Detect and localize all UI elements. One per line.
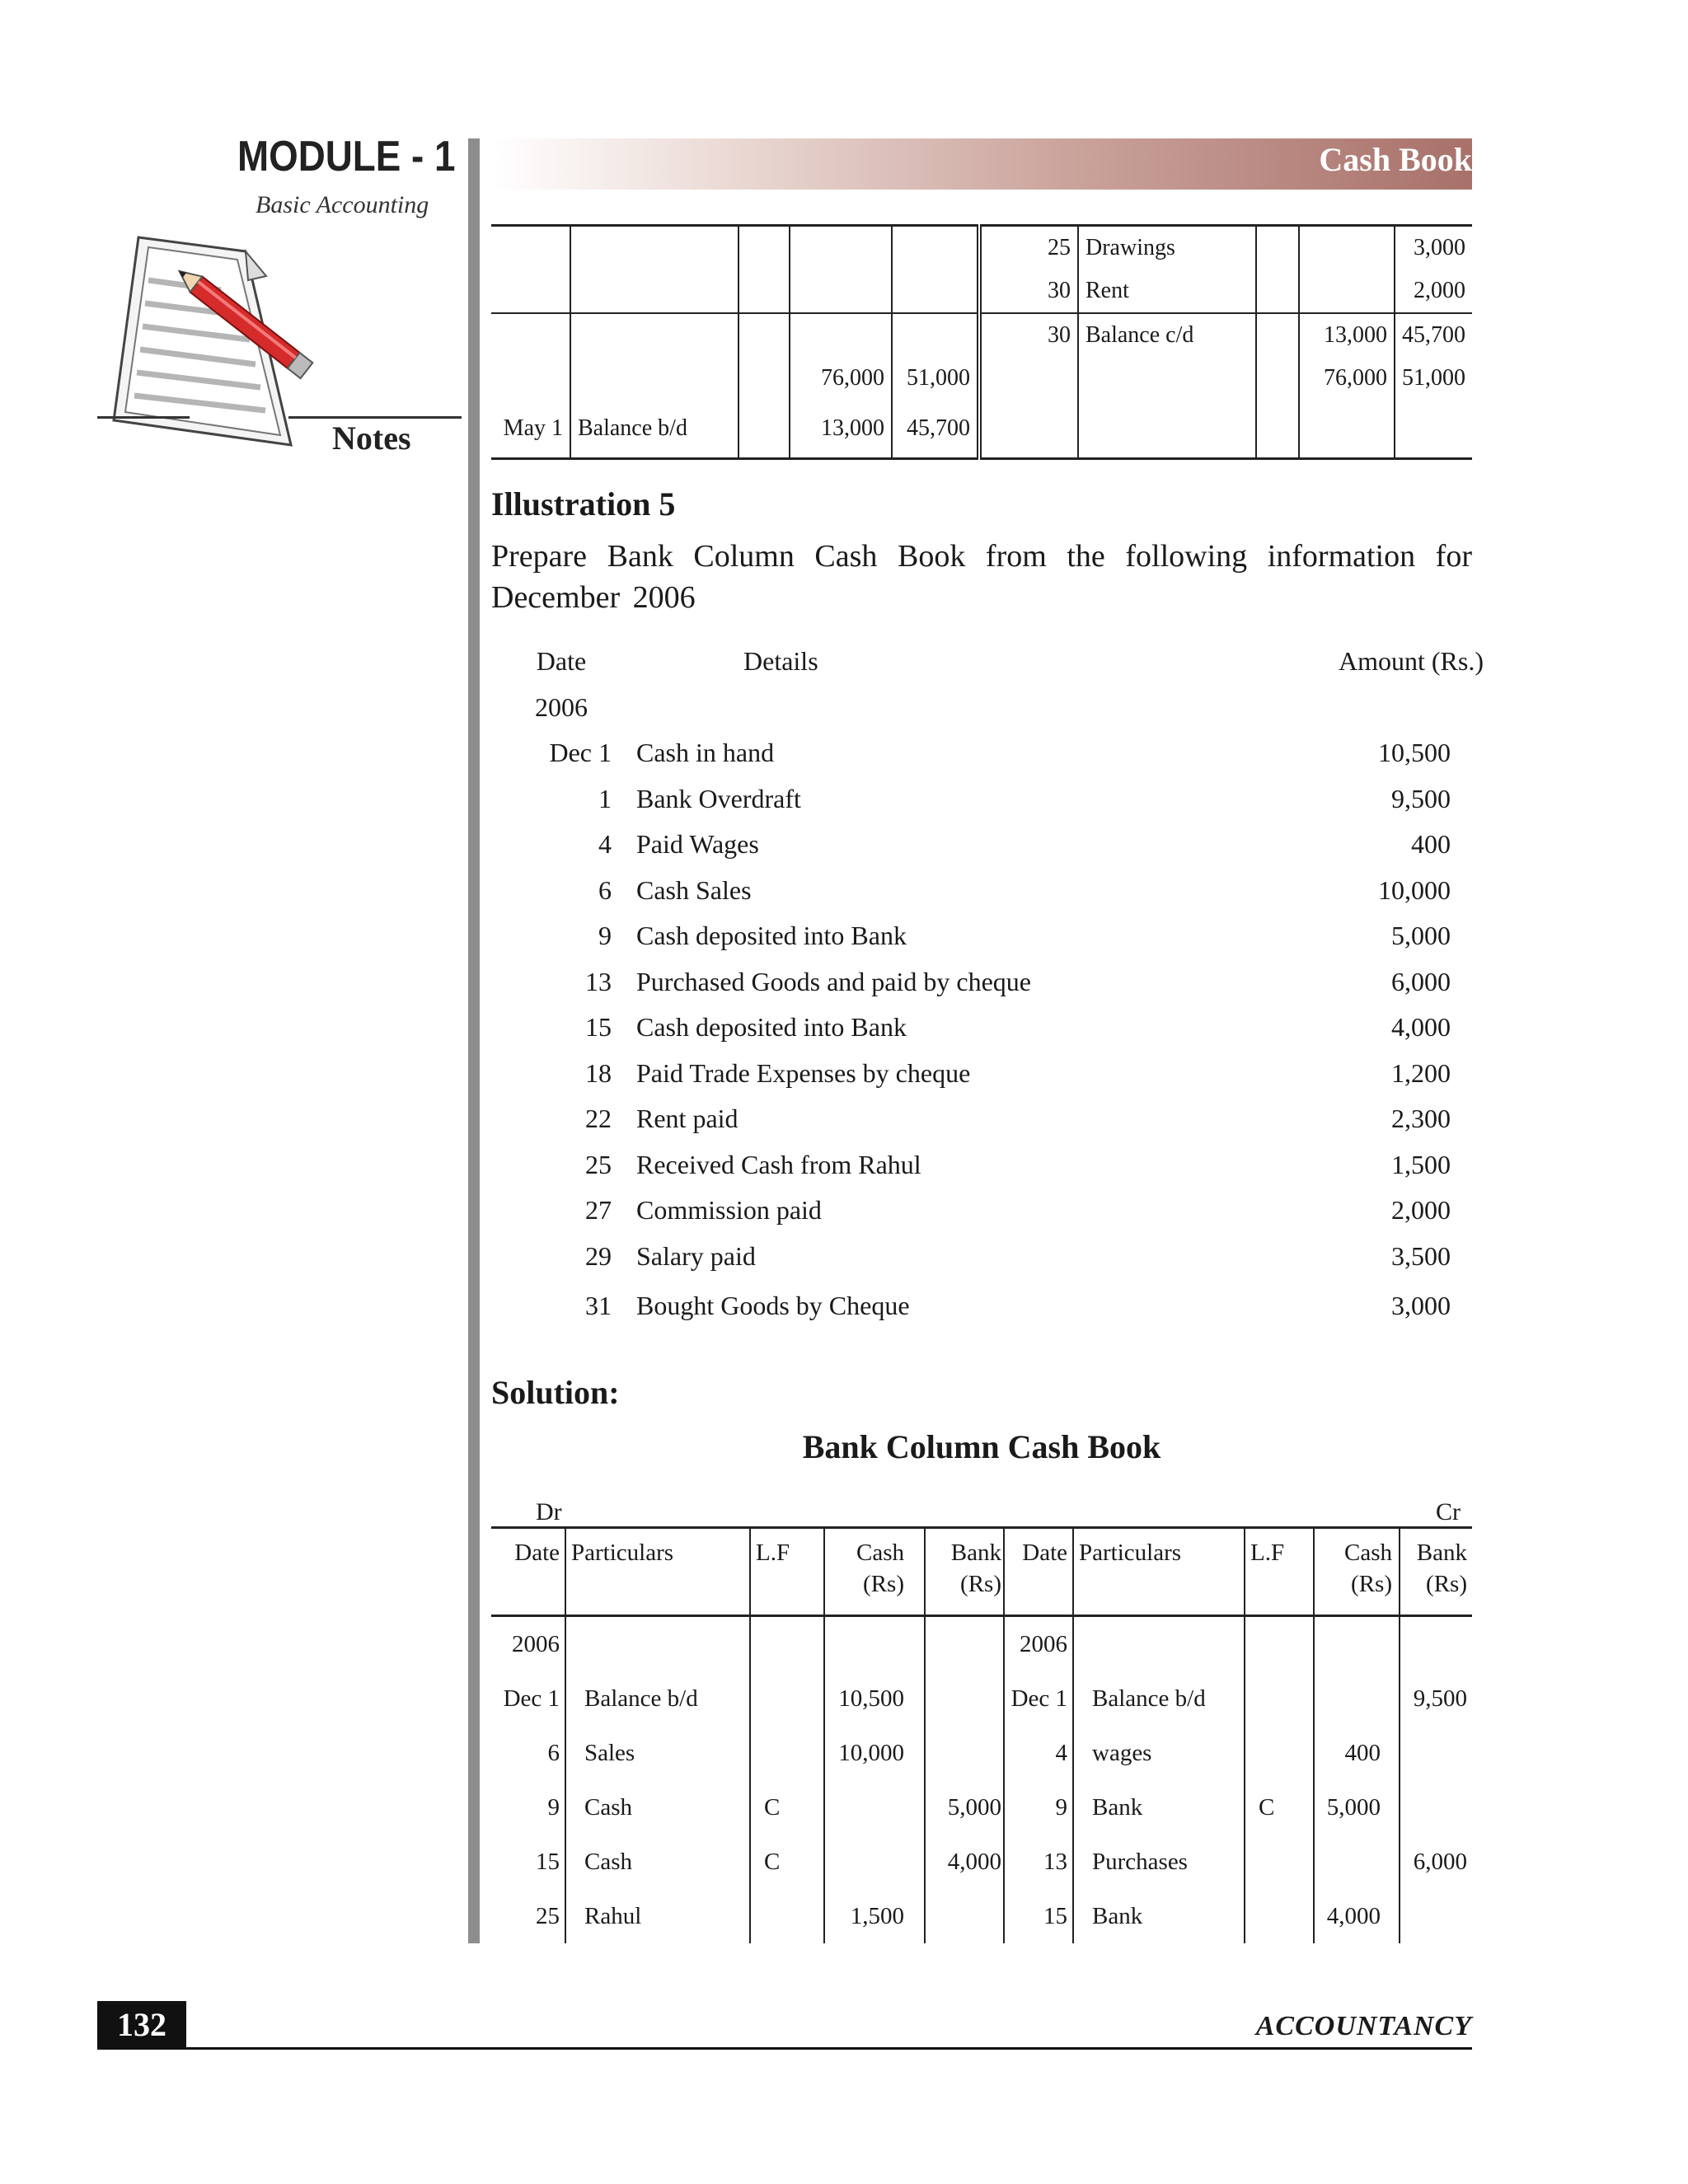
table-cell: 1,500 [824,1889,925,1943]
table-cell: Bank [1073,1780,1245,1835]
list-item [511,1188,1451,1234]
col-cash-dr-label: Cash [856,1540,904,1566]
table-cell [738,226,790,270]
table-cell [1073,1616,1245,1672]
table-cell: Cash [565,1780,750,1835]
table-cell: C [750,1780,824,1835]
module-title: MODULE - 1 [237,133,456,180]
list-header-details: Details [743,646,818,677]
col-bank-dr [925,1528,1004,1616]
table-cell: Cash [565,1835,750,1889]
table-cell [1256,313,1299,357]
list-item [511,868,1451,914]
col-cash-cr [1314,1528,1400,1616]
table-cell: 5,000 [925,1780,1004,1835]
table-cell: Drawings [1078,226,1256,270]
module-subtitle: Basic Accounting [256,191,429,218]
table-cell: Rent [1078,269,1256,313]
table-cell: 76,000 [1299,357,1395,400]
col-date-cr: Date [1004,1528,1073,1616]
illustration-text: Prepare Bank Column Cash Book from the following information for December 2006 [491,539,1472,615]
list-item-date: 31 [585,1290,612,1320]
list-item [511,1051,1451,1097]
cash-book-continuation-table [491,224,1472,460]
table-cell: 10,000 [824,1726,925,1780]
table-cell [892,313,979,357]
table-cell [1078,400,1256,459]
list-item-details: Bank Overdraft [636,783,801,813]
table-cell: Balance c/d [1078,313,1256,357]
table-cell: 76,000 [790,357,892,400]
table-cell [570,226,738,270]
table-cell [750,1671,824,1726]
table-cell [1400,1780,1472,1835]
table-cell [1256,357,1299,400]
list-item-amount: 9,500 [1391,783,1451,813]
table-cell [1299,269,1395,313]
table-row [491,1726,1472,1780]
table-cell: 13 [1004,1835,1073,1889]
list-item-details: Commission paid [636,1195,822,1226]
table-cell [1245,1671,1314,1726]
list-item-details: Cash deposited into Bank [636,921,907,951]
list-item-details: Cash in hand [636,738,775,768]
table-row [491,1780,1472,1835]
table-cell [790,313,892,357]
footer-subject: ACCOUNTANCY [1255,2011,1472,2041]
list-item-details: Paid Wages [636,829,759,860]
illustration-heading: Illustration 5 [491,485,676,523]
table-cell [738,400,790,459]
list-item [511,913,1451,959]
table-row [491,269,1472,313]
list-item-date: 29 [585,1240,612,1271]
table-cell: 30 [979,269,1078,313]
list-item [511,776,1451,823]
table-cell: 2,000 [1414,278,1465,303]
footer-rule [97,2047,1472,2050]
table-cell [1314,1616,1400,1672]
list-header-date: Date [536,646,587,677]
list-item-date: 25 [585,1149,612,1179]
list-item [511,1234,1451,1280]
table-cell [738,313,790,357]
table-cell [491,313,570,357]
table-cell [750,1616,824,1672]
table-cell [925,1616,1004,1672]
table-cell [1299,400,1395,459]
list-item-date: 9 [598,921,612,951]
list-item-details: Purchased Goods and paid by cheque [636,966,1031,996]
table-cell: 9,500 [1413,1685,1467,1712]
bank-column-cash-book-table [491,1526,1472,1943]
table-cell [738,269,790,313]
table-cell [824,1616,925,1672]
list-item-amount: 10,000 [1378,874,1451,905]
table-cell [750,1726,824,1780]
list-item-amount: 2,300 [1391,1104,1451,1134]
list-year: 2006 [535,691,588,722]
debit-label: Dr [536,1498,562,1526]
list-item [511,822,1451,868]
table-cell [1078,357,1256,400]
col-lf-cr: L.F [1245,1528,1314,1616]
table-cell: 45,700 [892,400,979,459]
table-cell: Rahul [565,1889,750,1943]
notes-rule-left [97,416,190,419]
list-item-details: Cash deposited into Bank [636,1012,907,1043]
list-item [511,1279,1451,1332]
table-cell: 25 [979,226,1078,270]
table-cell: 45,700 [1402,322,1465,348]
table-cell: 4,000 [1314,1889,1400,1943]
col-bank-dr-unit: (Rs) [960,1571,1001,1597]
list-item-amount: 1,500 [1391,1149,1451,1179]
list-item-details: Paid Trade Expenses by cheque [636,1057,971,1088]
list-item-amount: 2,000 [1391,1195,1451,1226]
table-cell [979,400,1078,459]
table-row [491,313,1472,357]
margin-bar [468,138,480,1943]
list-item-amount: 10,500 [1378,738,1451,768]
table-cell: Bank [1073,1889,1245,1943]
list-item-amount: 4,000 [1391,1012,1451,1043]
table-cell [790,269,892,313]
table-row [491,1835,1472,1889]
list-item-date: 18 [585,1057,612,1088]
table-cell [570,357,738,400]
table-cell [1314,1835,1400,1889]
table-cell: Dec 1 [491,1671,565,1726]
table-cell: Purchases [1073,1835,1245,1889]
table-cell: 3,000 [1414,235,1465,260]
table-cell [570,269,738,313]
table-cell [925,1889,1004,1943]
credit-label: Cr [1436,1498,1461,1526]
table-cell: 6,000 [1413,1848,1467,1875]
list-item-details: Rent paid [636,1104,738,1134]
table-cell: Sales [565,1726,750,1780]
col-bank-cr-label: Bank [1416,1540,1467,1566]
table-cell [1400,1889,1472,1943]
table-cell [979,357,1078,400]
table-cell [491,226,570,270]
table-row [491,1616,1472,1672]
list-item-amount: 3,000 [1391,1290,1451,1320]
table-cell [925,1671,1004,1726]
table-cell [1245,1726,1314,1780]
table-cell: 2006 [491,1616,565,1672]
table-cell [1314,1671,1400,1726]
col-bank-cr [1400,1528,1472,1616]
solution-title: Bank Column Cash Book [802,1428,1161,1465]
table-cell: 51,000 [1402,365,1465,391]
table-cell [1256,269,1299,313]
list-item-amount: 5,000 [1391,921,1451,951]
table-cell: C [1245,1780,1314,1835]
table-cell: 9 [491,1780,565,1835]
table-cell: Dec 1 [1004,1671,1073,1726]
list-item-amount: 400 [1411,829,1451,860]
table-cell [1256,400,1299,459]
list-item-details: Received Cash from Rahul [636,1149,921,1179]
table-cell [1245,1616,1314,1672]
list-item [511,1096,1451,1142]
table-cell: Balance b/d [565,1671,750,1726]
table-cell: 9 [1004,1780,1073,1835]
table-cell [570,313,738,357]
table-cell: 13,000 [1299,313,1395,357]
notes-pencil-icon [97,223,320,462]
table-cell: 15 [1004,1889,1073,1943]
list-item-details: Salary paid [636,1240,756,1271]
col-cash-dr-unit: (Rs) [863,1571,904,1597]
list-item [511,1005,1451,1051]
table-cell: 30 [979,313,1078,357]
list-item-date: 27 [585,1195,612,1226]
col-cash-cr-label: Cash [1344,1540,1392,1566]
table-row [491,1889,1472,1943]
table-cell: C [750,1835,824,1889]
col-particulars-dr: Particulars [565,1528,750,1616]
list-header-amount: Amount (Rs.) [1339,646,1484,677]
header-title: Cash Book [1319,141,1472,178]
table-cell [1400,1726,1472,1780]
table-cell [1245,1889,1314,1943]
table-cell: Balance b/d [1073,1671,1245,1726]
list-item-details: Cash Sales [636,874,752,905]
table-cell [491,357,570,400]
table-cell [738,357,790,400]
table-cell [824,1835,925,1889]
list-item [511,959,1451,1005]
table-cell [925,1726,1004,1780]
table-cell: 13,000 [790,400,892,459]
list-item-date: 15 [585,1012,612,1043]
table-cell: 2006 [1004,1616,1073,1672]
table-cell [750,1889,824,1943]
transaction-list [511,639,1484,1332]
table-cell: Balance b/d [570,400,738,459]
table-cell [892,226,979,270]
table-cell: 10,500 [824,1671,925,1726]
list-item-amount: 6,000 [1391,966,1451,996]
list-item-date: 4 [598,829,612,860]
list-item-date: 22 [585,1104,612,1134]
table-cell: 15 [491,1835,565,1889]
table-cell: May 1 [491,400,570,459]
table-cell: 51,000 [892,357,979,400]
list-item-amount: 3,500 [1391,1240,1451,1271]
table-row [491,400,1472,459]
table-cell [1395,400,1472,459]
table-cell: 5,000 [1314,1780,1400,1835]
table-cell: 400 [1314,1726,1400,1780]
col-bank-cr-unit: (Rs) [1426,1571,1467,1597]
list-item [511,730,1451,776]
table-cell [1400,1616,1472,1672]
col-date-dr: Date [491,1528,565,1616]
table-cell: 4,000 [925,1835,1004,1889]
col-cash-cr-unit: (Rs) [1351,1571,1392,1597]
table-cell: 4 [1004,1726,1073,1780]
list-item-date: 1 [598,783,612,813]
list-item-date: Dec 1 [549,738,612,768]
col-cash-dr [824,1528,925,1616]
page-number: 132 [97,2001,186,2049]
col-lf-dr: L.F [750,1528,824,1616]
table-row [491,226,1472,270]
list-item-amount: 1,200 [1391,1057,1451,1088]
list-item-details: Bought Goods by Cheque [636,1290,910,1320]
list-item-date: 13 [585,966,612,996]
col-bank-dr-label: Bank [950,1540,1001,1566]
table-cell [565,1616,750,1672]
solution-heading: Solution: [491,1374,620,1411]
table-cell: 25 [491,1889,565,1943]
table-cell [1299,226,1395,270]
table-cell [491,269,570,313]
table-row [491,1671,1472,1726]
table-cell: wages [1073,1726,1245,1780]
list-item [511,1142,1451,1188]
table-cell: 6 [491,1726,565,1780]
table-cell [892,269,979,313]
table-row [491,357,1472,400]
notes-label: Notes [332,419,411,457]
table-cell [790,226,892,270]
col-particulars-cr: Particulars [1073,1528,1245,1616]
table-cell [824,1780,925,1835]
table-cell [1245,1835,1314,1889]
table-cell [1256,226,1299,270]
list-item-date: 6 [598,874,612,905]
